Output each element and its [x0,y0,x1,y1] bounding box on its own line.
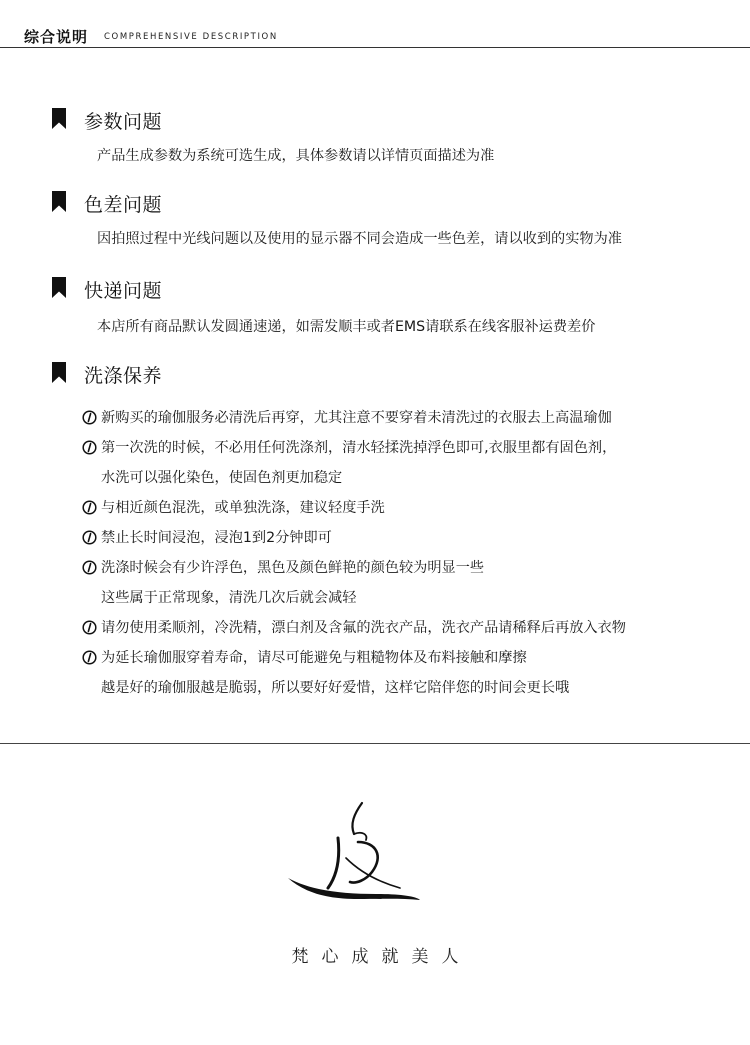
section-shipping [52,276,712,335]
section-title: 快递问题 [84,280,163,302]
section-text: 因拍照过程中光线问题以及使用的显示器不同会造成一些色差，请以收到的实物为准 [97,231,622,247]
header-title: 综合说明 [24,28,89,46]
section-washing-care [52,361,712,385]
section-title: 参数问题 [84,111,163,133]
care-item [82,498,722,528]
page-header [0,0,750,50]
info-circle-icon [82,440,97,455]
care-text: 为延长瑜伽服穿着寿命，请尽可能避免与粗糙物体及布料接触和摩擦 [101,650,527,666]
info-circle-icon [82,410,97,425]
care-item [82,648,722,708]
care-text: 第一次洗的时候，不必用任何洗涤剂，清水轻揉洗掉浮色即可,衣服里都有固色剂， [101,440,617,456]
section-parameters [52,107,712,164]
section-title: 洗涤保养 [84,365,163,387]
care-text: 与相近颜色混洗，或单独洗涤，建议轻度手洗 [101,500,385,516]
info-circle-icon [82,500,97,515]
bookmark-icon [52,108,66,129]
info-circle-icon [82,620,97,635]
care-item [82,528,722,558]
care-text: 禁止长时间浸泡，浸泡1到2分钟即可 [101,530,332,546]
bookmark-icon [52,277,66,298]
care-text: 新购买的瑜伽服务必清洗后再穿，尤其注意不要穿着未清洗过的衣服去上高温瑜伽 [101,410,612,426]
care-text-continued: 越是好的瑜伽服越是脆弱，所以要好好爱惜，这样它陪伴您的时间会更长哦 [101,680,570,696]
care-item [82,438,722,498]
brand-logo-icon [280,798,430,908]
info-circle-icon [82,560,97,575]
care-text-continued: 这些属于正常现象，清洗几次后就会减轻 [101,590,357,606]
section-text: 产品生成参数为系统可选生成，具体参数请以详情页面描述为准 [97,148,495,164]
care-item [82,408,722,438]
section-color-difference [52,190,712,247]
section-title: 色差问题 [84,194,163,216]
bookmark-icon [52,191,66,212]
header-divider [0,47,750,48]
info-circle-icon [82,530,97,545]
care-text: 洗涤时候会有少许浮色，黑色及颜色鲜艳的颜色较为明显一些 [101,560,485,576]
care-item [82,558,722,618]
section-divider [0,743,750,744]
care-text: 请勿使用柔顺剂，冷洗精，漂白剂及含氟的洗衣产品，洗衣产品请稀释后再放入衣物 [101,620,626,636]
info-circle-icon [82,650,97,665]
care-item [82,618,722,648]
brand-slogan: 梵心成就美人 [291,947,472,967]
care-text-continued: 水洗可以强化染色，使固色剂更加稳定 [101,470,343,486]
header-subtitle: COMPREHENSIVE DESCRIPTION [104,32,278,42]
care-list [82,408,722,708]
bookmark-icon [52,362,66,383]
section-text: 本店所有商品默认发圆通速递，如需发顺丰或者EMS请联系在线客服补运费差价 [97,319,596,335]
